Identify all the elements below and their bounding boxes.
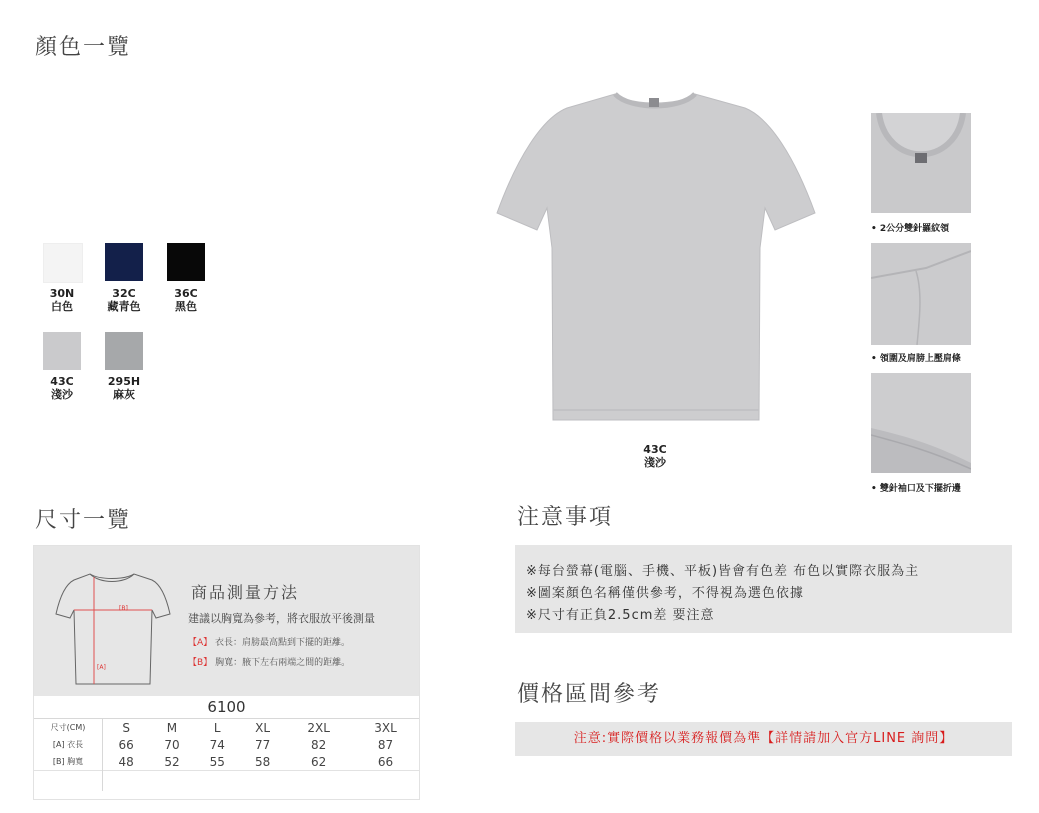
- table-row: [34, 753, 419, 771]
- def-a-text: 衣長：肩膀最高點到下擺的距離。: [215, 638, 351, 648]
- detail-caption-collar: • 2公分雙針羅紋領: [871, 224, 950, 234]
- table-cell: 82: [311, 737, 327, 752]
- size-col-header: XL: [255, 720, 271, 735]
- product-color-label: [620, 443, 690, 469]
- swatch-32c[interactable]: [105, 243, 143, 281]
- table-cell: 62: [311, 754, 327, 769]
- empty-cell: [103, 771, 420, 792]
- table-cell: 87: [377, 737, 394, 752]
- size-col-header: L: [213, 720, 221, 735]
- swatch-name: 藏青色: [107, 300, 141, 313]
- notes-box: [515, 545, 1012, 633]
- swatch-code: 30N: [49, 287, 75, 300]
- table-cell: 55: [209, 754, 225, 769]
- size-table: [34, 719, 419, 791]
- size-title: 尺寸一覽: [35, 508, 132, 533]
- size-col-header: M: [166, 720, 178, 735]
- price-note-box: [515, 722, 1012, 756]
- measure-title: 商品測量方法: [191, 583, 300, 602]
- swatch-295h[interactable]: [105, 332, 143, 370]
- swatch-36c[interactable]: [167, 243, 205, 281]
- swatch-code: 32C: [112, 287, 136, 300]
- row-label: [B] 胸寬: [34, 753, 103, 771]
- def-a-tag: 【A】: [188, 638, 213, 648]
- price-title: 價格區間參考: [517, 682, 662, 707]
- size-measure-panel: [34, 546, 419, 696]
- def-b-tag: 【B】: [188, 658, 213, 668]
- detail-shoulder-image: [871, 243, 971, 345]
- hem-illustration: [871, 373, 971, 473]
- measure-diagram-icon: [52, 566, 172, 691]
- swatch-name: 黑色: [175, 300, 197, 313]
- diagram-label-b: [B]: [119, 605, 128, 612]
- note-line: ※每台螢幕(電腦、手機、平板)皆會有色差 布色以實際衣服為主: [526, 564, 920, 579]
- def-a: [188, 635, 350, 648]
- table-cell: 66: [377, 754, 394, 769]
- row-label: [A] 衣長: [34, 736, 103, 753]
- size-col-header: S: [122, 720, 130, 735]
- tshirt-front-image: [495, 88, 825, 428]
- product-color-code: 43C: [643, 443, 667, 456]
- table-cell: 74: [209, 737, 225, 752]
- measure-subtitle: 建議以胸寬為參考，將衣服放平後測量: [188, 612, 375, 625]
- detail-hem-image: [871, 373, 971, 473]
- swatch-name: 麻灰: [113, 388, 135, 401]
- swatch-43c[interactable]: [43, 332, 81, 370]
- table-row-empty: [34, 771, 419, 792]
- product-color-name: 淺沙: [644, 456, 666, 469]
- colors-title: 顏色一覽: [35, 35, 132, 60]
- note-line: ※圖案顏色名稱僅供參考，不得視為選色依據: [526, 586, 804, 601]
- swatch-name: 淺沙: [51, 388, 73, 401]
- swatch-name: 白色: [51, 300, 73, 313]
- detail-caption-hem: • 雙針袖口及下擺折邊: [871, 484, 961, 494]
- swatch-code: 295H: [107, 375, 141, 388]
- tshirt-tag: [649, 98, 659, 107]
- size-chart: [33, 545, 420, 800]
- model-number: 6100: [34, 696, 419, 719]
- def-b-text: 胸寬：腋下左右兩端之間的距離。: [215, 658, 351, 668]
- table-cell: 48: [118, 754, 134, 769]
- diagram-label-a: [A]: [97, 664, 106, 671]
- size-col-header: 2XL: [307, 720, 330, 735]
- table-cell: 58: [254, 754, 271, 769]
- size-col-header: 3XL: [374, 720, 397, 735]
- detail-caption-shoulder: • 領圍及肩膀上壓肩條: [871, 354, 961, 364]
- table-cell: 77: [254, 737, 271, 752]
- table-cell: 52: [164, 754, 180, 769]
- swatch-30n[interactable]: [43, 243, 83, 283]
- table-row: [34, 736, 419, 753]
- empty-cell: [34, 771, 103, 792]
- size-header-label: 尺寸(CM): [34, 719, 103, 736]
- table-cell: 66: [118, 737, 134, 752]
- note-line: ※尺寸有正負2.5cm差 要注意: [526, 608, 715, 623]
- notes-title: 注意事項: [517, 505, 614, 530]
- swatch-code: 36C: [174, 287, 198, 300]
- swatch-code: 43C: [50, 375, 74, 388]
- detail-collar-image: [871, 113, 971, 213]
- price-note: 注意:實際價格以業務報價為準【詳情請加入官方LINE 詢問】: [573, 731, 954, 746]
- shoulder-illustration: [871, 243, 971, 345]
- def-b: [188, 655, 350, 668]
- tshirt-body: [497, 94, 815, 420]
- size-header-row: [34, 719, 419, 736]
- table-cell: 70: [164, 737, 180, 752]
- collar-illustration: [871, 113, 971, 213]
